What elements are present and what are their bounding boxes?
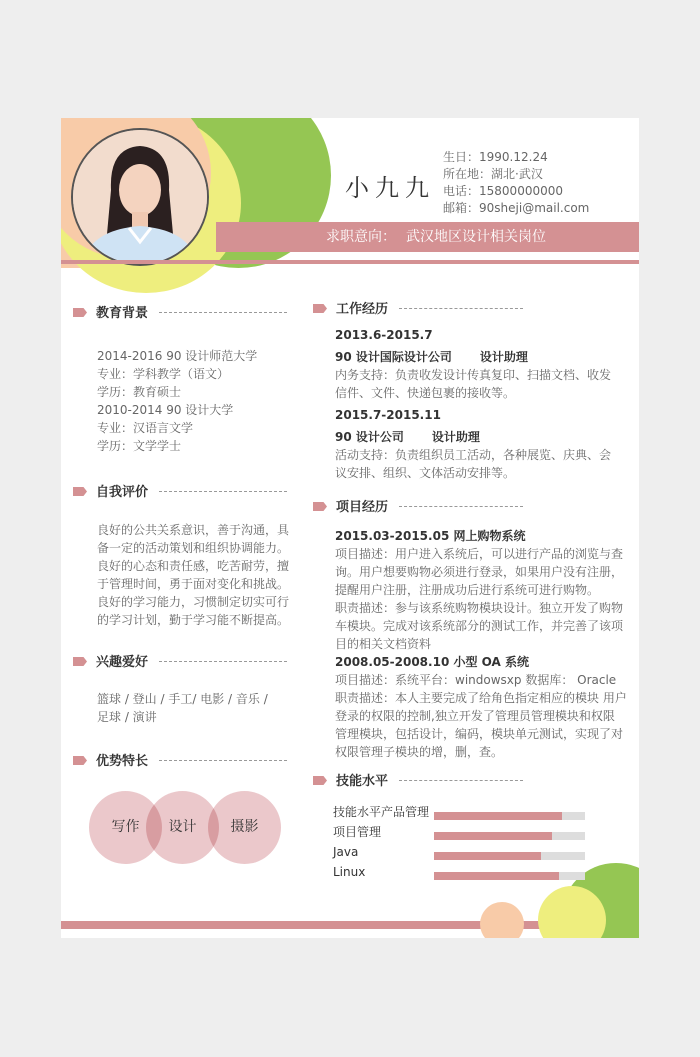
- section-hobbies-title: 兴趣爱好: [73, 651, 287, 671]
- job-intention-value: 武汉地区设计相关岗位: [406, 229, 546, 245]
- skill-bar-track: [434, 852, 585, 860]
- project-heading: 2008.05-2008.10 小型 OA 系统: [335, 655, 529, 669]
- section-strengths-title: 优势特长: [73, 750, 287, 770]
- work-company: 90 设计公司 设计助理: [335, 430, 480, 444]
- info-email: 邮箱：90sheji@mail.com: [443, 201, 590, 215]
- skill-label: Linux: [333, 865, 366, 879]
- job-intention-bar: [216, 222, 639, 252]
- header-divider: [61, 260, 639, 264]
- self-eval-content: 良好的公共关系意识，善于沟通，具 备一定的活动策划和组织协调能力。 良好的心态和责任感，吃苦耐劳，擅 于管理时间，勇于面对变化和挑战。 良好的学习能力，习惯制定切实可行 的学习计划，勤于学习能不断提高。: [97, 523, 290, 627]
- education-content: 2014-2016 90 设计师范大学 专业：学科教学（语文） 学历：教育硕士 2010-2014 90 设计大学 专业：汉语言文学 学历：文学学士: [97, 349, 258, 453]
- skill-bar-fill: [434, 832, 552, 840]
- job-intention-label: 求职意向：: [326, 229, 396, 245]
- strength-design: 设计: [146, 791, 219, 864]
- skill-bar-fill: [434, 852, 541, 860]
- skill-label: 技能水平产品管理: [333, 805, 430, 819]
- section-flag-icon: [313, 502, 327, 511]
- skill-label: 项目管理: [333, 825, 382, 839]
- hobbies-content: 篮球 / 登山 / 手工/ 电影 / 音乐 / 足球 / 演讲: [97, 692, 268, 724]
- skill-label: Java: [333, 845, 359, 859]
- candidate-name: 小九九: [345, 174, 435, 202]
- strength-writing: 写作: [89, 791, 162, 864]
- section-flag-icon: [73, 657, 87, 666]
- section-flag-icon: [73, 487, 87, 496]
- section-work-title: 工作经历: [313, 298, 523, 318]
- work-period: 2015.7-2015.11: [335, 408, 441, 422]
- project-heading: 2015.03-2015.05 网上购物系统: [335, 529, 526, 543]
- person-avatar-icon: [73, 130, 207, 264]
- skill-bar-fill: [434, 812, 562, 820]
- section-education-title: 教育背景: [73, 302, 287, 322]
- section-self-eval-title: 自我评价: [73, 481, 287, 501]
- resume-page: [61, 118, 639, 938]
- work-period: 2013.6-2015.7: [335, 328, 433, 342]
- basic-info: [443, 149, 589, 217]
- section-skills-title: 技能水平: [313, 770, 523, 790]
- info-location: 所在地：湖北·武汉: [443, 167, 543, 181]
- info-birthday: 生日：1990.12.24: [443, 150, 548, 164]
- section-flag-icon: [313, 776, 327, 785]
- skill-bar-fill: [434, 872, 559, 880]
- skill-bar-track: [434, 832, 585, 840]
- footer-peach-circle: [480, 902, 524, 938]
- projects-content: 2015.03-2015.05 网上购物系统 项目描述：用户进入系统后，可以进行产品的浏览与查 询。用户想要购物必须进行登录，如果用户没有注册， 提醒用户注册，注册成功后进行系统可进行购物。 职责描述：参与该系统购物模块设计。独立开发了购物 车模块。完成对该系统部分的测试工作，并完善了该项 目的相关文档资料 2008.05-2008.10 小型 OA 系统 项目描述：系统平台：windowsxp 数据库： Oracle 职责描述：本人主要完成了给角色指定相应的模块 用户 登录的权限的控制,独立开发了管理员管理模块和权限 管理模块，包括设计，编码，模块单元测试，实现了对 权限管理子模块的增，删，查。: [335, 529, 627, 759]
- work-content: 2013.6-2015.7 90 设计国际设计公司 设计助理 内务支持：负责收发设计传真复印、扫描文档、收发 信件、文件、快递包裹的接收等。 2015.7-2015.11 90 设计公司 设计助理 活动支持：负责组织员工活动，各种展览、庆典、会 议安排、组织、文体活动安排等。: [335, 328, 612, 480]
- section-flag-icon: [313, 304, 327, 313]
- strength-photography: 摄影: [208, 791, 281, 864]
- profile-photo: [71, 128, 209, 266]
- section-flag-icon: [73, 756, 87, 765]
- skill-bar-track: [434, 872, 585, 880]
- skill-bar-track: [434, 812, 585, 820]
- section-flag-icon: [73, 308, 87, 317]
- work-company: 90 设计国际设计公司 设计助理: [335, 350, 528, 364]
- info-phone: 电话：15800000000: [443, 184, 563, 198]
- section-projects-title: 项目经历: [313, 496, 523, 516]
